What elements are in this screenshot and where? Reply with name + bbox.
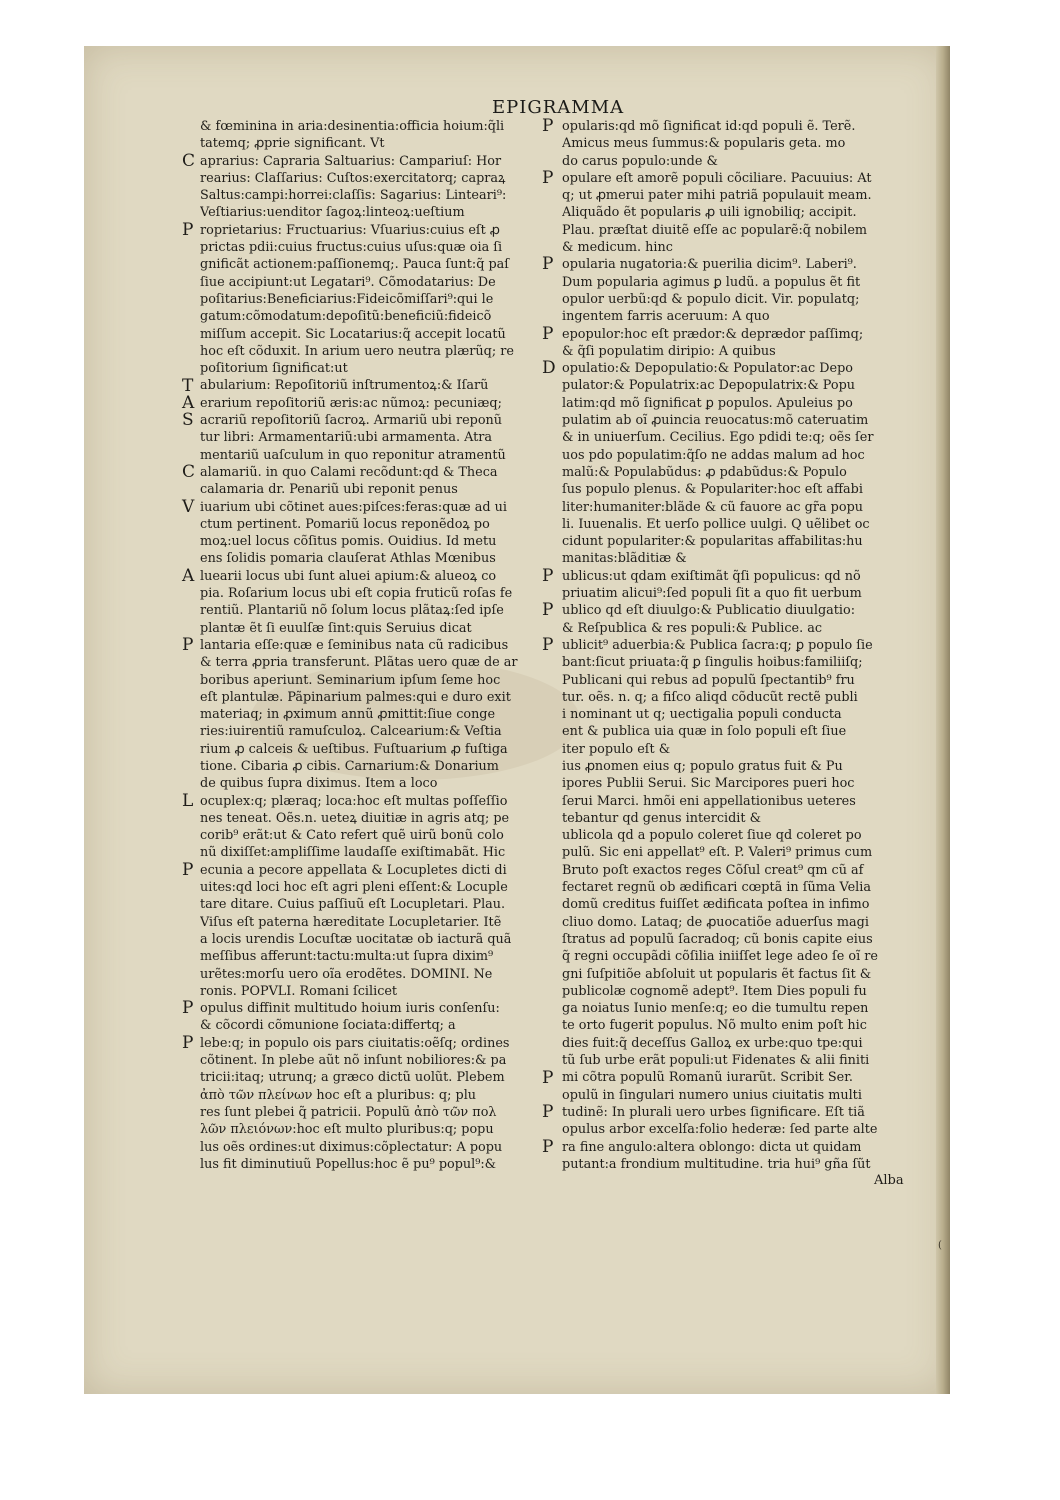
- text-line: poſitorium ſignificat:ut: [200, 361, 348, 377]
- initial-letter: P: [542, 565, 554, 586]
- text-line: poſitarius:Beneficiarius:Fideicõmiſſari⁹:qui le: [200, 291, 494, 307]
- text-line: boribus aperiunt. Seminarium ipſum ſeme hoc: [200, 672, 501, 688]
- text-line: opulatio:& Depopulatio:& Populator:ac Depo: [562, 361, 853, 377]
- text-line: & cõcordi cõmunione ſociata:differtq; a: [200, 1018, 456, 1034]
- text-line: acrariũ repoſitoriũ ſacroꝝ. Armariũ ubi reponũ: [200, 413, 503, 429]
- text-line: ctum pertinent. Pomariũ locus reponẽdoꝝ po: [200, 516, 490, 532]
- text-line: nes teneat. Oẽs.n. ueteꝝ diuitiæ in agris atq; pe: [200, 810, 510, 826]
- text-line: ublicus:ut qdam exiſtimãt q̃ſi populicus: qd nõ: [562, 568, 861, 584]
- text-line: pulatim ab oĩ ꝓuincia reuocatus:mõ cateruatim: [562, 413, 869, 429]
- text-line: opulus diffinit multitudo hoium iuris conſenſu:: [200, 1001, 500, 1017]
- initial-letter: P: [182, 219, 194, 240]
- text-line: & terra ꝓpria transferunt. Plãtas uero quæ de ar: [200, 655, 518, 671]
- initial-letter: P: [542, 1067, 554, 1088]
- text-line: a locis urendis Locuſtæ uocitatæ ob iacturã quã: [200, 931, 512, 947]
- text-line: rentiũ. Plantariũ nõ ſolum locus plãtaꝝ:ſed ipſe: [200, 603, 504, 619]
- initial-letter: P: [542, 600, 554, 621]
- text-line: prictas pdii:cuius fructus:cuius uſus:quæ oia ſi: [200, 240, 503, 256]
- text-line: opulũ in ſingulari numero unius ciuitatis multi: [562, 1087, 862, 1103]
- left-column: [200, 118, 550, 1173]
- text-line: manitas:blãditiæ &: [562, 551, 687, 567]
- initial-letter: P: [182, 998, 194, 1019]
- initial-letter: P: [542, 635, 554, 655]
- text-line: & Reſpublica & res populi:& Publice. ac: [562, 620, 823, 636]
- page-edge: [936, 46, 950, 1394]
- text-line: alamariũ. in quo Calami recõdunt:qd & Theca: [200, 464, 498, 480]
- text-line: miſſum accepit. Sic Locatarius:q̃ accepit locatũ: [200, 326, 506, 342]
- initial-letter: S: [182, 410, 194, 431]
- text-line: opularia nugatoria:& puerilia dicim⁹. Laberi⁹.: [562, 257, 857, 273]
- text-line: Aliquãdo ẽt popularis ꝓ uili ignobiliq; accipit.: [562, 205, 857, 221]
- text-line: iuarium ubi cõtinet aues:piſces:feras:quæ ad ui: [200, 499, 507, 515]
- text-line: do carus populo:unde &: [562, 153, 718, 169]
- text-line: Bruto poſt exactos reges Cõſul creat⁹ qm cũ af: [562, 862, 864, 878]
- text-line: moꝝ:uel locus cõſitus pomis. Ouidius. Id metu: [200, 534, 497, 550]
- initial-letter: C: [182, 150, 196, 171]
- text-line: corib⁹ erãt:ut & Cato refert quẽ uirũ bonũ colo: [200, 828, 504, 844]
- text-line: putant:a frondium multitudine. tria hui⁹ gña ſũt: [562, 1156, 871, 1172]
- text-line: opulor uerbũ:qd & populo dicit. Vir. populatq;: [562, 291, 860, 307]
- text-line: opularis:qd mõ ſignificat id:qd populi ẽ. Terẽ.: [562, 119, 856, 134]
- catchword: Alba: [874, 1173, 904, 1188]
- text-line: q; ut ꝓmerui pater mihi patriã populauit meam.: [562, 188, 872, 204]
- text-line: rium ꝓ calceis & ueſtibus. Fuſtuarium ꝓ fuſtiga: [200, 741, 508, 757]
- text-line: tione. Cibaria ꝓ cibis. Carnarium:& Donarium: [200, 758, 499, 774]
- text-line: erarium repoſitoriũ æris:ac nũmoꝝ: pecuniæq;: [200, 395, 502, 411]
- text-line: lebe:q; in populo ois pars ciuitatis:oẽſq; ordines: [200, 1035, 510, 1051]
- text-line: cõtinent. In plebe aũt nõ inſunt nobiliores:& pa: [200, 1053, 507, 1069]
- text-line: Viſus eſt paterna hæreditate Locupletarier. Itẽ: [200, 914, 502, 930]
- initial-letter: C: [182, 462, 196, 482]
- initial-letter: P: [542, 116, 554, 136]
- initial-letter: D: [542, 358, 556, 379]
- text-line: tatemq; ꝓprie significant. Vt: [200, 136, 385, 152]
- text-line: & medicum. hinc: [562, 240, 673, 256]
- initial-letter: T: [182, 375, 194, 396]
- text-line: ingentem farris aceruum: A quo: [562, 309, 770, 325]
- text-line: abularium: Repoſitoriũ inſtrumentoꝝ:& Iſarũ: [200, 378, 489, 394]
- text-line: tebantur qd genus intercidit &: [562, 810, 761, 826]
- text-line: luearii locus ubi ſunt aluei apium:& alueoꝝ co: [200, 568, 497, 584]
- text-line: materiaq; in ꝓximum annũ ꝓmittit:ſiue conge: [200, 707, 496, 723]
- text-line: tricii:itaq; utrunq; a græco dictũ uolũt. Plebem: [200, 1070, 505, 1086]
- initial-letter: P: [542, 323, 554, 344]
- text-line: ἀπὸ τῶν πλείνων hoc eſt a pluribus: q; plu: [200, 1087, 477, 1103]
- margin-mark: (: [938, 1240, 942, 1251]
- text-line: te orto fugerit populus. Nõ multo enim poſt hic: [562, 1018, 867, 1034]
- text-line: Amicus meus ſummus:& popularis geta. mo: [562, 136, 846, 152]
- text-line: publicolæ cognomẽ adept⁹. Item Dies populi fu: [562, 983, 867, 999]
- initial-letter: P: [542, 1102, 554, 1123]
- initial-letter: L: [182, 790, 194, 811]
- text-line: ſiue accipiunt:ut Legatari⁹. Cõmodatarius: De: [200, 274, 496, 290]
- text-line: pulũ. Sic eni appellat⁹ eſt. P. Valeri⁹ primus cum: [562, 845, 873, 861]
- text-line: Veſtiarius:uenditor ſagoꝝ:linteoꝝ:ueſtium: [200, 205, 465, 221]
- initial-letter: P: [182, 635, 194, 655]
- text-line: Publicani qui rebus ad populũ ſpectantib⁹ fru: [562, 672, 855, 688]
- initial-letter: P: [542, 254, 554, 275]
- text-line: calamaria dr. Penariũ ubi reponit penus: [200, 482, 458, 498]
- text-line: aprarius: Capraria Saltuarius: Campariuſ: Hor: [200, 153, 502, 169]
- text-line: tũ ſub urbe erãt populi:ut Fidenates & alii finiti: [562, 1053, 870, 1069]
- text-line: q̃ regni occupãdi cõſilia iniiſſet lege adeo ſe oĩ re: [562, 949, 878, 965]
- text-line: roprietarius: Fructuarius: Vſuarius:cuius eſt ꝓ: [200, 222, 500, 238]
- text-line: uites:qd loci hoc eſt agri pleni eſſent:& Locuple: [200, 880, 508, 896]
- text-line: malũ:& Populabũdus: ꝓ pdabũdus:& Populo: [562, 464, 847, 480]
- text-line: ius ꝓnomen eius q; populo gratus fuit & Pu: [562, 758, 843, 774]
- initial-letter: V: [182, 496, 195, 517]
- text-line: plantæ ẽt ſi euulſæ ſint:quis Seruius dicat: [200, 620, 472, 636]
- text-line: ocuplex:q; plæraq; loca:hoc eſt multas poſſeſſio: [200, 793, 508, 809]
- text-line: dies fuit:q̃ deceſſus Galloꝝ ex urbe:quo tpe:qui: [562, 1035, 863, 1051]
- text-line: ublico qd eſt diuulgo:& Publicatio diuulgatio:: [562, 603, 856, 619]
- initial-letter: P: [182, 1032, 194, 1053]
- text-line: iter populo eſt &: [562, 741, 671, 757]
- text-line: λῶν πλειόνων:hoc eſt multo pluribus:q; popu: [200, 1122, 494, 1138]
- text-line: nũ dixiſſet:ampliſſime laudaſſe exiſtimabãt. Hic: [200, 845, 506, 861]
- text-line: ublicola qd a populo coleret ſiue qd coleret po: [562, 828, 862, 844]
- text-line: li. Iuuenalis. Et uerſo pollice uulgi. Q uẽlibet oc: [562, 516, 870, 532]
- initial-letter: A: [182, 565, 195, 586]
- text-line: ſus populo plenus. & Populariter:hoc eſt affabi: [562, 482, 863, 498]
- text-line: lantaria eſſe:quæ e ſeminibus nata cũ radicibus: [200, 637, 509, 653]
- text-line: ent & publica uia quæ in ſolo populi eſt ſiue: [562, 724, 847, 740]
- text-line: tur libri: Armamentariũ:ubi armamenta. Atra: [200, 430, 493, 446]
- text-line: ipores Publii Serui. Sic Marcipores pueri hoc: [562, 776, 855, 792]
- initial-letter: P: [182, 859, 194, 880]
- text-line: tudinẽ: In plurali uero urbes ſignificare. Eſt tiã: [562, 1104, 865, 1120]
- text-line: meſſibus afferunt:tactu:multa:ut ſupra dixim⁹: [200, 949, 494, 965]
- text-line: ſerui Marci. hmõi eni appellationibus ueteres: [562, 793, 856, 809]
- text-line: Dum popularia agimus ꝑ ludũ. a populus ẽt fit: [562, 274, 861, 290]
- text-line: pia. Roſarium locus ubi eſt copia fruticũ roſas fe: [200, 586, 513, 602]
- text-line: ries:iuirentiũ ramuſculoꝝ. Calcearium:& Veſtia: [200, 724, 502, 740]
- text-line: fectaret regnũ ob ædificari cœptã in ſũma Velia: [562, 880, 871, 896]
- text-line: & fœminina in aria:desinentia:officia hoium:q̃li: [200, 119, 505, 134]
- text-line: domũ creditus fuiſſet ædificata poſtea in infimo: [562, 897, 870, 913]
- text-line: i nominant ut q; uectigalia populi conducta: [562, 707, 842, 723]
- text-line: ublicit⁹ aduerbia:& Publica ſacra:q; ꝑ populo ſie: [562, 637, 873, 653]
- text-line: gnificãt actionem:paſſionemq;. Pauca ſunt:q̃ paſ: [200, 257, 510, 273]
- text-line: ens ſolidis pomaria clauſerat Athlas Mœnibus: [200, 551, 496, 567]
- text-line: opulare eſt amorẽ populi cõciliare. Pacuuius: At: [562, 170, 872, 186]
- text-line: uos pdo populatim:q̃ſo ne addas malum ad hoc: [562, 447, 865, 463]
- text-line: ecunia a pecore appellata & Locupletes dicti di: [200, 862, 507, 878]
- text-line: gni ſuſpitiõe abſoluit ut popularis ẽt factus ſit &: [562, 966, 872, 982]
- text-line: latim:qd mõ ſignificat ꝑ populos. Apuleius po: [562, 395, 853, 411]
- text-line: ſtratus ad populũ ſacradoq; cũ bonis capite eius: [562, 931, 873, 947]
- text-line: eſt plantulæ. Pãpinarium palmes:qui e duro exit: [200, 689, 511, 705]
- text-line: mi cõtra populũ Romanũ iurarũt. Scribit Ser.: [562, 1070, 853, 1086]
- text-line: urẽtes:morſu uero oĩa erodẽtes. DOMINI. Ne: [200, 966, 493, 982]
- text-line: lus fit diminutiuũ Popellus:hoc ẽ pu⁹ popul⁹:&: [200, 1156, 497, 1172]
- text-line: priuatim alicui⁹:ſed populi ſit a quo fit uerbum: [562, 586, 862, 602]
- text-line: ra fine angulo:altera oblongo: dicta ut quidam: [562, 1139, 862, 1155]
- text-line: res ſunt plebei q̃ patricii. Populũ ἀπὸ τῶν πολ: [200, 1104, 497, 1120]
- text-line: ga noiatus Iunio menſe:q; eo die tumultu repen: [562, 1001, 869, 1017]
- text-line: & q̃ſi populatim diripio: A quibus: [562, 343, 776, 359]
- text-line: tare ditare. Cuius paſſiuũ eſt Locupletari. Plau.: [200, 897, 506, 913]
- text-line: cidunt populariter:& popularitas affabilitas:hu: [562, 534, 863, 550]
- text-line: de quibus ſupra diximus. Item a loco: [200, 776, 438, 792]
- initial-letter: P: [542, 167, 554, 188]
- text-line: gatum:cõmodatum:depoſitũ:beneficiũ:fideicõ: [200, 309, 492, 325]
- text-line: epopulor:hoc eſt prædor:& deprædor paſſimq;: [562, 326, 864, 342]
- text-line: & in uniuerſum. Cecilius. Ego pdidi te:q; oẽs ſer: [562, 430, 874, 446]
- text-line: cliuo domo. Lataq; de ꝓuocatiõe aduerſus magi: [562, 914, 869, 930]
- text-line: tur. oẽs. n. q; a fiſco aliqd cõducũt rectẽ publi: [562, 689, 858, 705]
- text-line: opulus arbor excelſa:folio hederæ: ſed parte alte: [562, 1122, 878, 1138]
- text-line: hoc eſt cõduxit. In arium uero neutra plærũq; re: [200, 343, 514, 359]
- text-line: ronis. POPVLI. Romani ſcilicet: [200, 983, 398, 999]
- initial-letter: A: [182, 392, 195, 413]
- text-line: lus oẽs ordines:ut diximus:cõplectatur: A popu: [200, 1139, 503, 1155]
- text-line: Plau. præſtat diuitẽ eſſe ac popularẽ:q̃ nobilem: [562, 222, 868, 238]
- text-line: mentariũ uaſculum in quo reponitur atramentũ: [200, 447, 506, 463]
- text-line: liter:humaniter:blãde & cũ fauore ac gr̃a popu: [562, 499, 864, 515]
- text-line: Saltus:campi:horrei:claſſis: Sagarius: Linteari⁹:: [200, 188, 507, 204]
- running-header: EPIGRAMMA: [492, 97, 625, 118]
- right-column: [562, 118, 922, 1173]
- initial-letter: P: [542, 1136, 554, 1157]
- text-line: rearius: Claſſarius: Cuſtos:exercitatorq; capraꝝ: [200, 170, 506, 186]
- text-line: pulator:& Populatrix:ac Depopulatrix:& Popu: [562, 378, 856, 394]
- text-line: bant:ſicut priuata:q̃ ꝑ ſingulis hoibus:familiiſq;: [562, 655, 863, 671]
